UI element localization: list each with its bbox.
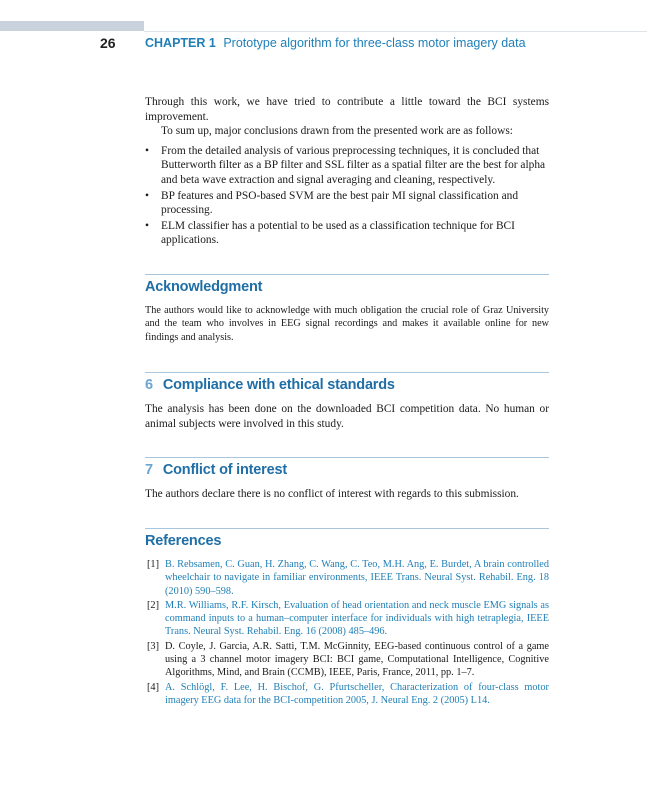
reference-link[interactable]: M.R. Williams, R.F. Kirsch, Evaluation of head orientation and neck muscle EMG signals as command inputs to a human–computer interface for individuals with high tetraplegia, IEEE Trans. Neural Syst. Rehabil. Eng. 16 (2008) 485–496. [165, 599, 549, 638]
section-title-acknowledgment: Acknowledgment [145, 278, 263, 295]
bullet-icon: • [145, 144, 149, 157]
reference-number: [1] [147, 558, 160, 570]
reference-item [145, 640, 549, 680]
conflict-text: The authors declare there is no conflict of interest with regards to this submission. [145, 488, 519, 501]
reference-number: [3] [147, 640, 160, 652]
section-divider [145, 274, 549, 275]
intro-paragraph: Through this work, we have tried to contribute a little toward the BCI systems improvement. [145, 96, 549, 123]
reference-number: [2] [147, 599, 160, 611]
section-title-compliance: 6 Compliance with ethical standards [145, 377, 395, 394]
reference-item [145, 599, 549, 639]
section-title-references: References [145, 532, 222, 549]
reference-link[interactable]: A. Schlögl, F. Lee, H. Bischof, G. Pfurtscheller, Characterization of four-class motor imagery EEG data for the BCI-competition 2005, J. Neural Eng. 2 (2005) L14. [165, 681, 549, 706]
list-item: • ELM classifier has a potential to be used as a classification technique for BCI applications. [145, 219, 515, 247]
section-divider [145, 457, 549, 458]
list-item: • From the detailed analysis of various preprocessing techniques, it is concluded that Butterworth filter as a BP filter and SSL filter as a spatial filter are the best for alpha and beta wave extraction and signal averaging and cleaning, respectively. [145, 144, 546, 186]
reference-text: D. Coyle, J. Garcia, A.R. Satti, T.M. McGinnity, EEG-based continuous control of a game using a 3 channel motor imagery BCI: BCI game, Computational Intelligence, Cognitive Algorithms, Mind, and Brain (CCMB), IEEE, Paris, France, 2011, pp. 1–7. [165, 640, 549, 679]
section-title-conflict: 7 Conflict of interest [145, 462, 287, 479]
bullet-icon: • [145, 189, 149, 202]
page-content [145, 95, 549, 708]
list-item: • BP features and PSO-based SVM are the best pair MI signal classification and processing. [145, 189, 519, 217]
header-rule [144, 31, 647, 32]
acknowledgment-text: The authors would like to acknowledge with much obligation the crucial role of Graz University and the team who involves in EEG signal recordings and makes it available online for new findings and analysis. [145, 304, 549, 343]
reference-item [145, 681, 549, 708]
compliance-text: The analysis has been done on the downloaded BCI competition data. No human or animal subjects were involved in this study. [145, 403, 549, 430]
chapter-title: Prototype algorithm for three-class motor imagery data [223, 36, 526, 50]
header-band [0, 21, 144, 31]
section-divider [145, 372, 549, 373]
references-list [145, 558, 549, 707]
summary-paragraph: To sum up, major conclusions drawn from the presented work are as follows: [161, 125, 513, 138]
page-number: 26 [100, 35, 116, 51]
running-head [145, 36, 526, 50]
section-number: 6 [145, 377, 153, 394]
bullet-icon: • [145, 219, 149, 232]
reference-number: [4] [147, 681, 160, 693]
section-number: 7 [145, 462, 153, 479]
reference-item [145, 558, 549, 598]
reference-link[interactable]: B. Rebsamen, C. Guan, H. Zhang, C. Wang, C. Teo, M.H. Ang, E. Burdet, A brain controlled wheelchair to navigate in familiar environments, IEEE Trans. Neural Syst. Rehabil. Eng. 18 (2010) 590–598. [165, 558, 549, 597]
chapter-label: CHAPTER 1 [145, 36, 216, 50]
conclusions-list [145, 144, 549, 248]
section-divider [145, 528, 549, 529]
